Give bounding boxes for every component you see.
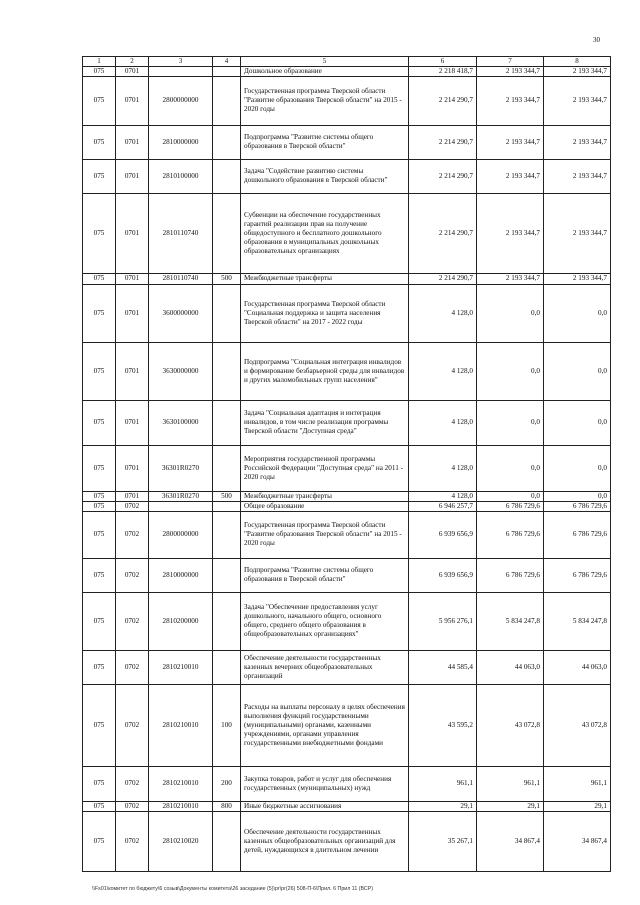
section-code-cell: 0701 bbox=[116, 273, 149, 284]
expense-type-cell bbox=[213, 650, 241, 684]
amount-cell-7: 0,0 bbox=[477, 342, 544, 400]
admin-code-cell: 075 bbox=[83, 159, 116, 193]
section-code-cell: 0702 bbox=[116, 501, 149, 511]
description-cell: Межбюджетные трансферты bbox=[241, 491, 409, 501]
amount-cell-6: 2 214 290,7 bbox=[409, 76, 477, 125]
description-cell: Государственная программа Тверской области "Развитие образования Тверской области" на 2015 - 2020 годы bbox=[241, 511, 409, 558]
section-code-cell: 0701 bbox=[116, 445, 149, 491]
header-cell: 3 bbox=[149, 57, 213, 67]
amount-cell-8: 2 193 344,7 bbox=[544, 159, 611, 193]
amount-cell-7: 34 867,4 bbox=[477, 811, 544, 871]
section-code-cell: 0701 bbox=[116, 125, 149, 159]
target-code-cell bbox=[149, 501, 213, 511]
amount-cell-7: 2 193 344,7 bbox=[477, 159, 544, 193]
expense-type-cell bbox=[213, 445, 241, 491]
section-code-cell: 0701 bbox=[116, 491, 149, 501]
target-code-cell: 2810210010 bbox=[149, 650, 213, 684]
target-code-cell: 2810110740 bbox=[149, 273, 213, 284]
section-code-cell: 0702 bbox=[116, 592, 149, 650]
table-row bbox=[83, 766, 611, 801]
amount-cell-7: 0,0 bbox=[477, 491, 544, 501]
amount-cell-8: 6 786 729,6 bbox=[544, 511, 611, 558]
expense-type-cell bbox=[213, 125, 241, 159]
amount-cell-6: 961,1 bbox=[409, 766, 477, 801]
amount-cell-8: 34 867,4 bbox=[544, 811, 611, 871]
expense-type-cell bbox=[213, 511, 241, 558]
section-code-cell: 0702 bbox=[116, 558, 149, 592]
amount-cell-6: 43 595,2 bbox=[409, 684, 477, 766]
amount-cell-6: 6 946 257,7 bbox=[409, 501, 477, 511]
amount-cell-6: 2 214 290,7 bbox=[409, 193, 477, 273]
section-code-cell: 0701 bbox=[116, 400, 149, 445]
amount-cell-7: 0,0 bbox=[477, 400, 544, 445]
table-row bbox=[83, 125, 611, 159]
description-cell: Задача "Содействие развитию системы дошкольного образования в Тверской области" bbox=[241, 159, 409, 193]
expense-type-cell bbox=[213, 811, 241, 871]
section-code-cell: 0702 bbox=[116, 650, 149, 684]
expense-type-cell: 500 bbox=[213, 273, 241, 284]
admin-code-cell: 075 bbox=[83, 766, 116, 801]
amount-cell-8: 44 063,0 bbox=[544, 650, 611, 684]
admin-code-cell: 075 bbox=[83, 811, 116, 871]
description-cell: Дошкольное образование bbox=[241, 66, 409, 76]
target-code-cell: 36301R0270 bbox=[149, 445, 213, 491]
admin-code-cell: 075 bbox=[83, 400, 116, 445]
expense-type-cell: 100 bbox=[213, 684, 241, 766]
table-row bbox=[83, 159, 611, 193]
amount-cell-7: 2 193 344,7 bbox=[477, 273, 544, 284]
amount-cell-6: 5 956 276,1 bbox=[409, 592, 477, 650]
budget-table bbox=[82, 56, 611, 872]
description-cell: Общее образование bbox=[241, 501, 409, 511]
page-number: 30 bbox=[593, 36, 600, 44]
admin-code-cell: 075 bbox=[83, 592, 116, 650]
expense-type-cell bbox=[213, 284, 241, 342]
amount-cell-7: 2 193 344,7 bbox=[477, 76, 544, 125]
target-code-cell: 2810100000 bbox=[149, 159, 213, 193]
amount-cell-6: 4 128,0 bbox=[409, 342, 477, 400]
amount-cell-7: 961,1 bbox=[477, 766, 544, 801]
amount-cell-8: 2 193 344,7 bbox=[544, 193, 611, 273]
table-row bbox=[83, 400, 611, 445]
target-code-cell: 2800000000 bbox=[149, 511, 213, 558]
expense-type-cell bbox=[213, 558, 241, 592]
expense-type-cell bbox=[213, 76, 241, 125]
amount-cell-8: 43 072,8 bbox=[544, 684, 611, 766]
admin-code-cell: 075 bbox=[83, 501, 116, 511]
amount-cell-8: 0,0 bbox=[544, 400, 611, 445]
section-code-cell: 0702 bbox=[116, 511, 149, 558]
amount-cell-6: 4 128,0 bbox=[409, 400, 477, 445]
expense-type-cell: 800 bbox=[213, 801, 241, 811]
table-row bbox=[83, 193, 611, 273]
amount-cell-8: 2 193 344,7 bbox=[544, 273, 611, 284]
amount-cell-8: 29,1 bbox=[544, 801, 611, 811]
target-code-cell: 36301R0270 bbox=[149, 491, 213, 501]
amount-cell-8: 0,0 bbox=[544, 342, 611, 400]
amount-cell-7: 2 193 344,7 bbox=[477, 193, 544, 273]
amount-cell-6: 4 128,0 bbox=[409, 284, 477, 342]
admin-code-cell: 075 bbox=[83, 125, 116, 159]
section-code-cell: 0701 bbox=[116, 342, 149, 400]
table-row bbox=[83, 684, 611, 766]
table-row bbox=[83, 445, 611, 491]
table-row bbox=[83, 342, 611, 400]
amount-cell-8: 0,0 bbox=[544, 445, 611, 491]
header-cell: 7 bbox=[477, 57, 544, 67]
target-code-cell: 2810210020 bbox=[149, 811, 213, 871]
expense-type-cell bbox=[213, 159, 241, 193]
header-cell: 4 bbox=[213, 57, 241, 67]
header-cell: 2 bbox=[116, 57, 149, 67]
amount-cell-6: 4 128,0 bbox=[409, 491, 477, 501]
target-code-cell: 2810210010 bbox=[149, 766, 213, 801]
admin-code-cell: 075 bbox=[83, 801, 116, 811]
description-cell: Межбюджетные трансферты bbox=[241, 273, 409, 284]
amount-cell-7: 0,0 bbox=[477, 445, 544, 491]
target-code-cell: 2810210010 bbox=[149, 801, 213, 811]
amount-cell-8: 961,1 bbox=[544, 766, 611, 801]
target-code-cell: 3630000000 bbox=[149, 342, 213, 400]
amount-cell-7: 6 786 729,6 bbox=[477, 501, 544, 511]
table-row bbox=[83, 66, 611, 76]
section-code-cell: 0702 bbox=[116, 684, 149, 766]
amount-cell-6: 29,1 bbox=[409, 801, 477, 811]
description-cell: Иные бюджетные ассигнования bbox=[241, 801, 409, 811]
amount-cell-7: 2 193 344,7 bbox=[477, 125, 544, 159]
amount-cell-8: 6 786 729,6 bbox=[544, 558, 611, 592]
section-code-cell: 0701 bbox=[116, 66, 149, 76]
target-code-cell bbox=[149, 66, 213, 76]
description-cell: Подпрограмма "Развитие системы общего образования в Тверской области" bbox=[241, 125, 409, 159]
admin-code-cell: 075 bbox=[83, 76, 116, 125]
admin-code-cell: 075 bbox=[83, 650, 116, 684]
amount-cell-7: 43 072,8 bbox=[477, 684, 544, 766]
amount-cell-8: 2 193 344,7 bbox=[544, 76, 611, 125]
amount-cell-7: 2 193 344,7 bbox=[477, 66, 544, 76]
table-row bbox=[83, 273, 611, 284]
amount-cell-8: 6 786 729,6 bbox=[544, 501, 611, 511]
target-code-cell: 3630100000 bbox=[149, 400, 213, 445]
admin-code-cell: 075 bbox=[83, 193, 116, 273]
table-row bbox=[83, 284, 611, 342]
table-row bbox=[83, 511, 611, 558]
expense-type-cell bbox=[213, 342, 241, 400]
target-code-cell: 2810000000 bbox=[149, 558, 213, 592]
section-code-cell: 0702 bbox=[116, 766, 149, 801]
header-cell: 6 bbox=[409, 57, 477, 67]
header-row bbox=[83, 57, 611, 67]
table-row bbox=[83, 501, 611, 511]
expense-type-cell: 500 bbox=[213, 491, 241, 501]
section-code-cell: 0701 bbox=[116, 76, 149, 125]
amount-cell-8: 2 193 344,7 bbox=[544, 66, 611, 76]
admin-code-cell: 075 bbox=[83, 445, 116, 491]
target-code-cell: 2810000000 bbox=[149, 125, 213, 159]
amount-cell-7: 6 786 729,6 bbox=[477, 558, 544, 592]
description-cell: Закупка товаров, работ и услуг для обеспечения государственных (муниципальных) нужд bbox=[241, 766, 409, 801]
admin-code-cell: 075 bbox=[83, 491, 116, 501]
amount-cell-6: 4 128,0 bbox=[409, 445, 477, 491]
section-code-cell: 0702 bbox=[116, 811, 149, 871]
description-cell: Задача "Социальная адаптация и интеграция инвалидов, в том числе реализация программы Тверской области "Доступная среда" bbox=[241, 400, 409, 445]
expense-type-cell bbox=[213, 66, 241, 76]
description-cell: Подпрограмма "Социальная интеграция инвалидов и формирование безбарьерной среды для инвалидов и других маломобильных групп населения" bbox=[241, 342, 409, 400]
section-code-cell: 0702 bbox=[116, 801, 149, 811]
header-cell: 8 bbox=[544, 57, 611, 67]
footer-file-path: \\Fs01\комитет по бюджету\6 созыв\Документы комитета\26 заседание (5)\pr\pr(26) 508-П-6\Прил. 6 Прил 11 (ВСР) bbox=[92, 886, 374, 892]
amount-cell-7: 0,0 bbox=[477, 284, 544, 342]
table-row bbox=[83, 558, 611, 592]
amount-cell-6: 2 214 290,7 bbox=[409, 125, 477, 159]
section-code-cell: 0701 bbox=[116, 284, 149, 342]
amount-cell-6: 2 214 290,7 bbox=[409, 273, 477, 284]
description-cell: Обеспечение деятельности государственных казенных вечерних общеобразовательных организаций bbox=[241, 650, 409, 684]
amount-cell-8: 0,0 bbox=[544, 284, 611, 342]
description-cell: Государственная программа Тверской области "Социальная поддержка и защита населения Тверской области" на 2017 - 2022 годы bbox=[241, 284, 409, 342]
table-row bbox=[83, 801, 611, 811]
description-cell: Задача "Обеспечение предоставления услуг дошкольного, начального общего, основного общего, среднего общего образования в общеобразовательных организациях" bbox=[241, 592, 409, 650]
description-cell: Государственная программа Тверской области "Развитие образования Тверской области" на 2015 - 2020 годы bbox=[241, 76, 409, 125]
description-cell: Мероприятия государственной программы Российской Федерации "Доступная среда" на 2011 - 2020 годы bbox=[241, 445, 409, 491]
admin-code-cell: 075 bbox=[83, 558, 116, 592]
amount-cell-7: 29,1 bbox=[477, 801, 544, 811]
amount-cell-6: 6 939 656,9 bbox=[409, 558, 477, 592]
amount-cell-6: 35 267,1 bbox=[409, 811, 477, 871]
target-code-cell: 2810210010 bbox=[149, 684, 213, 766]
header-cell: 5 bbox=[241, 57, 409, 67]
table-row bbox=[83, 811, 611, 871]
description-cell: Обеспечение деятельности государственных казенных общеобразовательных организаций для детей, нуждающихся в длительном лечении bbox=[241, 811, 409, 871]
header-cell: 1 bbox=[83, 57, 116, 67]
expense-type-cell bbox=[213, 400, 241, 445]
admin-code-cell: 075 bbox=[83, 511, 116, 558]
target-code-cell: 2800000000 bbox=[149, 76, 213, 125]
target-code-cell: 3600000000 bbox=[149, 284, 213, 342]
table-row bbox=[83, 491, 611, 501]
expense-type-cell bbox=[213, 193, 241, 273]
section-code-cell: 0701 bbox=[116, 159, 149, 193]
section-code-cell: 0701 bbox=[116, 193, 149, 273]
amount-cell-8: 5 834 247,8 bbox=[544, 592, 611, 650]
amount-cell-6: 2 214 290,7 bbox=[409, 159, 477, 193]
amount-cell-6: 2 218 418,7 bbox=[409, 66, 477, 76]
table-row bbox=[83, 76, 611, 125]
target-code-cell: 2810200000 bbox=[149, 592, 213, 650]
amount-cell-7: 44 063,0 bbox=[477, 650, 544, 684]
description-cell: Субвенции на обеспечение государственных гарантий реализации прав на получение общедоступного и бесплатного дошкольного образования в муниципальных дошкольных образовательных организациях bbox=[241, 193, 409, 273]
admin-code-cell: 075 bbox=[83, 284, 116, 342]
amount-cell-7: 5 834 247,8 bbox=[477, 592, 544, 650]
expense-type-cell: 200 bbox=[213, 766, 241, 801]
admin-code-cell: 075 bbox=[83, 273, 116, 284]
amount-cell-8: 0,0 bbox=[544, 491, 611, 501]
amount-cell-6: 44 585,4 bbox=[409, 650, 477, 684]
expense-type-cell bbox=[213, 501, 241, 511]
amount-cell-6: 6 939 656,9 bbox=[409, 511, 477, 558]
admin-code-cell: 075 bbox=[83, 342, 116, 400]
target-code-cell: 2810110740 bbox=[149, 193, 213, 273]
amount-cell-8: 2 193 344,7 bbox=[544, 125, 611, 159]
table-row bbox=[83, 592, 611, 650]
expense-type-cell bbox=[213, 592, 241, 650]
table-row bbox=[83, 650, 611, 684]
description-cell: Подпрограмма "Развитие системы общего образования в Тверской области" bbox=[241, 558, 409, 592]
description-cell: Расходы на выплаты персоналу в целях обеспечения выполнения функций государственными (муниципальными) органами, казенными учреждениями, органами управления государственными внебюджетными фондами bbox=[241, 684, 409, 766]
admin-code-cell: 075 bbox=[83, 66, 116, 76]
admin-code-cell: 075 bbox=[83, 684, 116, 766]
amount-cell-7: 6 786 729,6 bbox=[477, 511, 544, 558]
